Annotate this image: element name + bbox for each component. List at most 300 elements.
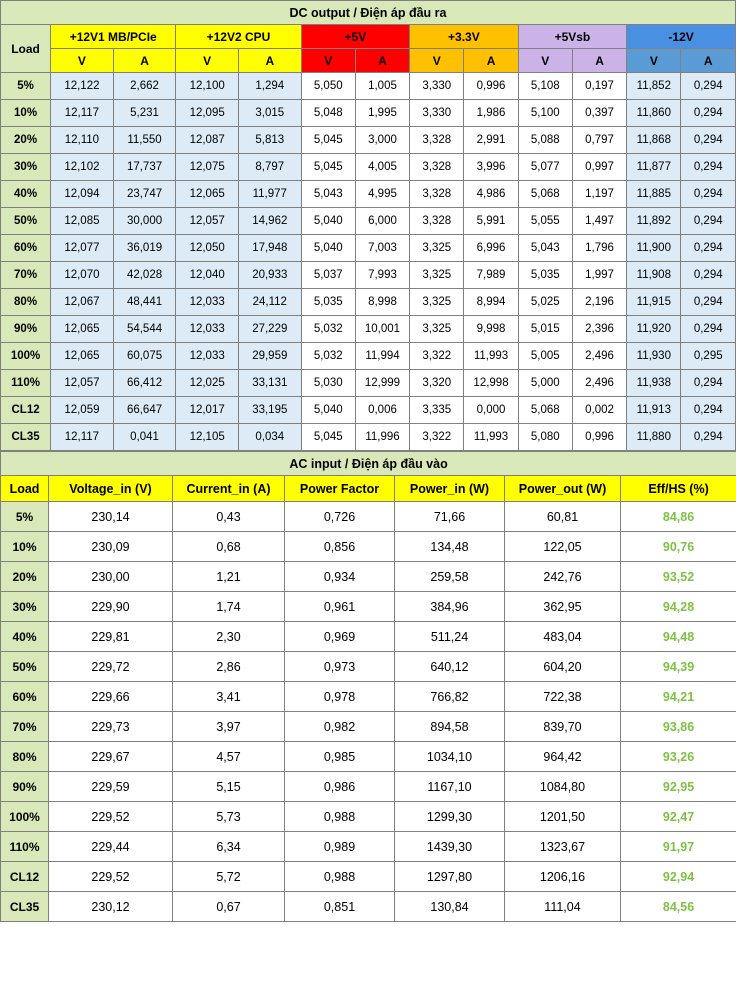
dc-cell: 0,996 [464,73,518,100]
ac-cell-power-in: 71,66 [395,502,505,532]
dc-cell: 12,087 [176,127,239,154]
dc-cell: 8,797 [238,154,301,181]
dc-group-minus12v: -12V [627,25,736,49]
dc-cell: 23,747 [113,181,176,208]
dc-cell: 5,040 [301,397,355,424]
dc-cell: 3,320 [410,370,464,397]
ac-cell-power-out: 1323,67 [505,832,621,862]
ac-cell-power-in: 1034,10 [395,742,505,772]
ac-cell-power-factor: 0,969 [285,622,395,652]
dc-cell: 3,328 [410,181,464,208]
ac-row-load: 30% [1,592,49,622]
dc-cell: 12,065 [51,316,114,343]
table-row [1,832,736,862]
dc-group-header-row [1,25,736,49]
dc-cell: 0,002 [572,397,626,424]
dc-cell: 5,108 [518,73,572,100]
dc-cell: 5,000 [518,370,572,397]
dc-cell: 12,102 [51,154,114,181]
dc-cell: 0,294 [681,235,736,262]
dc-cell: 12,057 [176,208,239,235]
ac-cell-power-out: 839,70 [505,712,621,742]
dc-row-load: 10% [1,100,51,127]
ac-cell-current-in: 4,57 [173,742,285,772]
dc-cell: 0,997 [572,154,626,181]
ac-cell-voltage-in: 229,90 [49,592,173,622]
dc-cell: 0,294 [681,154,736,181]
ac-cell-voltage-in: 229,81 [49,622,173,652]
dc-cell: 11,908 [627,262,681,289]
dc-cell: 3,330 [410,100,464,127]
dc-cell: 0,797 [572,127,626,154]
table-row [1,127,736,154]
ac-cell-current-in: 1,74 [173,592,285,622]
ac-cell-efficiency: 94,39 [621,652,736,682]
dc-cell: 5,048 [301,100,355,127]
dc-sub-minus12v-v: V [627,49,681,73]
dc-cell: 0,034 [238,424,301,451]
dc-sub-minus12v-a: A [681,49,736,73]
dc-cell: 5,043 [301,181,355,208]
dc-cell: 11,938 [627,370,681,397]
dc-row-load: 50% [1,208,51,235]
dc-cell: 5,045 [301,424,355,451]
dc-group-3v3: +3.3V [410,25,519,49]
table-row [1,562,736,592]
dc-cell: 3,328 [410,208,464,235]
dc-cell: 48,441 [113,289,176,316]
table-row [1,181,736,208]
dc-cell: 5,100 [518,100,572,127]
dc-cell: 1,005 [355,73,409,100]
ac-cell-efficiency: 92,47 [621,802,736,832]
ac-cell-power-in: 259,58 [395,562,505,592]
dc-cell: 3,000 [355,127,409,154]
table-row [1,235,736,262]
ac-row-load: 90% [1,772,49,802]
dc-output-table [0,0,736,451]
dc-cell: 5,040 [301,208,355,235]
ac-cell-voltage-in: 229,52 [49,802,173,832]
dc-cell: 1,986 [464,100,518,127]
dc-cell: 0,294 [681,316,736,343]
table-row [1,100,736,127]
ac-cell-voltage-in: 230,09 [49,532,173,562]
ac-cell-efficiency: 84,86 [621,502,736,532]
ac-row-load: 5% [1,502,49,532]
ac-cell-efficiency: 92,95 [621,772,736,802]
ac-row-load: 60% [1,682,49,712]
table-row [1,208,736,235]
table-row [1,316,736,343]
dc-sub-5vsb-a: A [572,49,626,73]
table-row [1,532,736,562]
ac-cell-power-in: 1297,80 [395,862,505,892]
dc-cell: 0,294 [681,397,736,424]
dc-cell: 0,294 [681,289,736,316]
dc-cell: 12,117 [51,424,114,451]
dc-cell: 10,001 [355,316,409,343]
dc-cell: 4,986 [464,181,518,208]
dc-cell: 7,993 [355,262,409,289]
dc-cell: 54,544 [113,316,176,343]
dc-cell: 5,035 [518,262,572,289]
dc-row-load: 100% [1,343,51,370]
dc-cell: 0,294 [681,181,736,208]
dc-row-load: 30% [1,154,51,181]
dc-cell: 5,231 [113,100,176,127]
dc-cell: 9,998 [464,316,518,343]
dc-cell: 11,900 [627,235,681,262]
dc-cell: 12,070 [51,262,114,289]
ac-cell-current-in: 0,43 [173,502,285,532]
dc-cell: 5,015 [518,316,572,343]
dc-cell: 0,397 [572,100,626,127]
dc-cell: 11,930 [627,343,681,370]
ac-cell-voltage-in: 229,72 [49,652,173,682]
dc-cell: 3,322 [410,424,464,451]
dc-cell: 12,095 [176,100,239,127]
dc-cell: 5,005 [518,343,572,370]
dc-cell: 2,396 [572,316,626,343]
ac-header-voltage-in: Voltage_in (V) [49,476,173,502]
ac-cell-power-in: 1299,30 [395,802,505,832]
dc-cell: 2,496 [572,370,626,397]
dc-group-5v: +5V [301,25,410,49]
table-row [1,712,736,742]
dc-row-load: 80% [1,289,51,316]
dc-cell: 5,025 [518,289,572,316]
ac-cell-power-out: 122,05 [505,532,621,562]
ac-cell-efficiency: 91,97 [621,832,736,862]
dc-cell: 5,032 [301,343,355,370]
dc-cell: 12,110 [51,127,114,154]
dc-cell: 12,122 [51,73,114,100]
dc-cell: 24,112 [238,289,301,316]
ac-cell-power-out: 483,04 [505,622,621,652]
ac-cell-power-factor: 0,986 [285,772,395,802]
dc-group-12v2: +12V2 CPU [176,25,301,49]
ac-cell-efficiency: 93,52 [621,562,736,592]
dc-cell: 0,294 [681,127,736,154]
dc-cell: 5,043 [518,235,572,262]
dc-cell: 12,025 [176,370,239,397]
dc-sub-5v-v: V [301,49,355,73]
ac-row-load: 50% [1,652,49,682]
table-row [1,424,736,451]
ac-cell-current-in: 2,30 [173,622,285,652]
dc-sub-12v1-v: V [51,49,114,73]
table-row [1,370,736,397]
ac-cell-power-factor: 0,978 [285,682,395,712]
ac-cell-current-in: 1,21 [173,562,285,592]
ac-cell-power-in: 511,24 [395,622,505,652]
table-row [1,772,736,802]
dc-cell: 5,050 [301,73,355,100]
dc-sub-12v2-a: A [238,49,301,73]
dc-cell: 3,325 [410,262,464,289]
dc-cell: 33,131 [238,370,301,397]
ac-header-power-factor: Power Factor [285,476,395,502]
dc-cell: 1,294 [238,73,301,100]
dc-cell: 17,737 [113,154,176,181]
dc-cell: 5,032 [301,316,355,343]
ac-cell-power-in: 130,84 [395,892,505,922]
ac-cell-efficiency: 94,48 [621,622,736,652]
dc-cell: 0,197 [572,73,626,100]
ac-cell-voltage-in: 230,00 [49,562,173,592]
dc-cell: 0,000 [464,397,518,424]
table-row [1,892,736,922]
dc-cell: 11,977 [238,181,301,208]
ac-row-load: 70% [1,712,49,742]
ac-cell-power-factor: 0,982 [285,712,395,742]
dc-cell: 14,962 [238,208,301,235]
ac-header-load: Load [1,476,49,502]
dc-cell: 11,915 [627,289,681,316]
dc-cell: 12,033 [176,316,239,343]
dc-cell: 5,813 [238,127,301,154]
ac-cell-efficiency: 94,28 [621,592,736,622]
dc-cell: 2,196 [572,289,626,316]
dc-title: DC output / Điện áp đầu ra [1,1,736,25]
table-row [1,592,736,622]
table-row [1,652,736,682]
ac-cell-power-out: 242,76 [505,562,621,592]
dc-cell: 0,294 [681,208,736,235]
table-row [1,622,736,652]
dc-cell: 60,075 [113,343,176,370]
dc-cell: 5,991 [464,208,518,235]
table-row [1,289,736,316]
dc-cell: 3,330 [410,73,464,100]
ac-cell-power-factor: 0,973 [285,652,395,682]
table-row [1,682,736,712]
dc-cell: 5,035 [301,289,355,316]
ac-cell-voltage-in: 230,12 [49,892,173,922]
ac-cell-current-in: 3,41 [173,682,285,712]
ac-cell-power-out: 722,38 [505,682,621,712]
ac-cell-efficiency: 92,94 [621,862,736,892]
ac-cell-power-factor: 0,726 [285,502,395,532]
dc-cell: 0,006 [355,397,409,424]
ac-cell-current-in: 0,67 [173,892,285,922]
dc-cell: 12,033 [176,289,239,316]
table-row [1,73,736,100]
dc-cell: 20,933 [238,262,301,289]
dc-cell: 66,412 [113,370,176,397]
dc-cell: 7,989 [464,262,518,289]
dc-cell: 5,068 [518,181,572,208]
ac-cell-power-factor: 0,851 [285,892,395,922]
ac-cell-power-factor: 0,934 [285,562,395,592]
dc-group-12v1: +12V1 MB/PCIe [51,25,176,49]
ac-cell-efficiency: 93,86 [621,712,736,742]
dc-cell: 12,065 [176,181,239,208]
dc-sub-3v3-a: A [464,49,518,73]
dc-row-load: 5% [1,73,51,100]
dc-cell: 36,019 [113,235,176,262]
ac-cell-power-out: 111,04 [505,892,621,922]
dc-sub-12v2-v: V [176,49,239,73]
dc-sub-5v-a: A [355,49,409,73]
ac-cell-efficiency: 94,21 [621,682,736,712]
dc-row-load: CL35 [1,424,51,451]
dc-cell: 2,991 [464,127,518,154]
dc-subheader-row [1,49,736,73]
ac-cell-voltage-in: 229,67 [49,742,173,772]
dc-cell: 0,996 [572,424,626,451]
dc-cell: 1,197 [572,181,626,208]
table-row [1,397,736,424]
dc-row-load: 40% [1,181,51,208]
dc-cell: 3,325 [410,235,464,262]
dc-cell: 2,496 [572,343,626,370]
ac-cell-power-in: 1439,30 [395,832,505,862]
dc-cell: 1,796 [572,235,626,262]
ac-cell-efficiency: 90,76 [621,532,736,562]
ac-title: AC input / Điện áp đầu vào [1,452,736,476]
dc-cell: 5,045 [301,154,355,181]
dc-cell: 3,015 [238,100,301,127]
dc-cell: 17,948 [238,235,301,262]
dc-cell: 4,995 [355,181,409,208]
dc-cell: 11,892 [627,208,681,235]
dc-cell: 12,075 [176,154,239,181]
ac-row-load: 20% [1,562,49,592]
dc-sub-5vsb-v: V [518,49,572,73]
ac-header-row [1,476,736,502]
ac-cell-power-factor: 0,988 [285,862,395,892]
dc-cell: 3,328 [410,127,464,154]
dc-cell: 11,550 [113,127,176,154]
ac-row-load: CL12 [1,862,49,892]
dc-cell: 0,294 [681,73,736,100]
ac-cell-power-out: 1201,50 [505,802,621,832]
ac-cell-voltage-in: 229,73 [49,712,173,742]
dc-cell: 12,017 [176,397,239,424]
dc-cell: 5,045 [301,127,355,154]
dc-cell: 12,057 [51,370,114,397]
dc-cell: 5,055 [518,208,572,235]
dc-cell: 12,059 [51,397,114,424]
dc-row-load: 70% [1,262,51,289]
ac-row-load: 80% [1,742,49,772]
dc-cell: 1,997 [572,262,626,289]
dc-row-load: 60% [1,235,51,262]
dc-cell: 11,860 [627,100,681,127]
ac-cell-power-factor: 0,961 [285,592,395,622]
dc-cell: 11,994 [355,343,409,370]
ac-title-row [1,452,736,476]
ac-cell-power-in: 894,58 [395,712,505,742]
table-row [1,343,736,370]
dc-cell: 12,077 [51,235,114,262]
dc-cell: 12,067 [51,289,114,316]
ac-header-efficiency: Eff/HS (%) [621,476,736,502]
ac-cell-current-in: 6,34 [173,832,285,862]
dc-cell: 3,325 [410,316,464,343]
ac-cell-power-factor: 0,989 [285,832,395,862]
dc-cell: 12,065 [51,343,114,370]
ac-cell-efficiency: 93,26 [621,742,736,772]
ac-row-load: 40% [1,622,49,652]
table-row [1,862,736,892]
ac-cell-current-in: 0,68 [173,532,285,562]
table-row [1,742,736,772]
dc-title-row [1,1,736,25]
dc-cell: 66,647 [113,397,176,424]
dc-cell: 11,920 [627,316,681,343]
dc-cell: 3,328 [410,154,464,181]
ac-cell-power-out: 1206,16 [505,862,621,892]
dc-cell: 5,040 [301,235,355,262]
ac-cell-current-in: 3,97 [173,712,285,742]
ac-cell-power-out: 1084,80 [505,772,621,802]
dc-cell: 0,294 [681,370,736,397]
ac-cell-voltage-in: 229,59 [49,772,173,802]
ac-cell-current-in: 5,72 [173,862,285,892]
ac-header-power-in: Power_in (W) [395,476,505,502]
dc-cell: 12,085 [51,208,114,235]
dc-cell: 2,662 [113,73,176,100]
dc-cell: 8,998 [355,289,409,316]
ac-header-current-in: Current_in (A) [173,476,285,502]
dc-cell: 8,994 [464,289,518,316]
dc-cell: 0,295 [681,343,736,370]
ac-row-load: 110% [1,832,49,862]
ac-cell-power-factor: 0,985 [285,742,395,772]
dc-cell: 5,030 [301,370,355,397]
ac-cell-power-factor: 0,856 [285,532,395,562]
dc-cell: 0,294 [681,262,736,289]
dc-cell: 6,996 [464,235,518,262]
ac-cell-current-in: 5,73 [173,802,285,832]
ac-cell-efficiency: 84,56 [621,892,736,922]
ac-cell-power-in: 766,82 [395,682,505,712]
dc-cell: 11,885 [627,181,681,208]
dc-cell: 0,041 [113,424,176,451]
dc-cell: 5,077 [518,154,572,181]
ac-header-power-out: Power_out (W) [505,476,621,502]
dc-cell: 33,195 [238,397,301,424]
dc-cell: 11,913 [627,397,681,424]
dc-cell: 30,000 [113,208,176,235]
dc-cell: 0,294 [681,424,736,451]
dc-cell: 12,100 [176,73,239,100]
dc-cell: 29,959 [238,343,301,370]
table-row [1,154,736,181]
dc-cell: 3,996 [464,154,518,181]
dc-cell: 0,294 [681,100,736,127]
dc-sub-3v3-v: V [410,49,464,73]
dc-cell: 11,880 [627,424,681,451]
ac-cell-power-in: 134,48 [395,532,505,562]
dc-row-load: 90% [1,316,51,343]
ac-row-load: 10% [1,532,49,562]
table-row [1,502,736,532]
dc-cell: 5,080 [518,424,572,451]
ac-row-load: CL35 [1,892,49,922]
dc-cell: 6,000 [355,208,409,235]
dc-cell: 12,040 [176,262,239,289]
dc-group-5vsb: +5Vsb [518,25,627,49]
dc-load-header: Load [1,25,51,73]
ac-cell-power-in: 384,96 [395,592,505,622]
ac-cell-voltage-in: 229,66 [49,682,173,712]
dc-cell: 12,117 [51,100,114,127]
dc-sub-12v1-a: A [113,49,176,73]
